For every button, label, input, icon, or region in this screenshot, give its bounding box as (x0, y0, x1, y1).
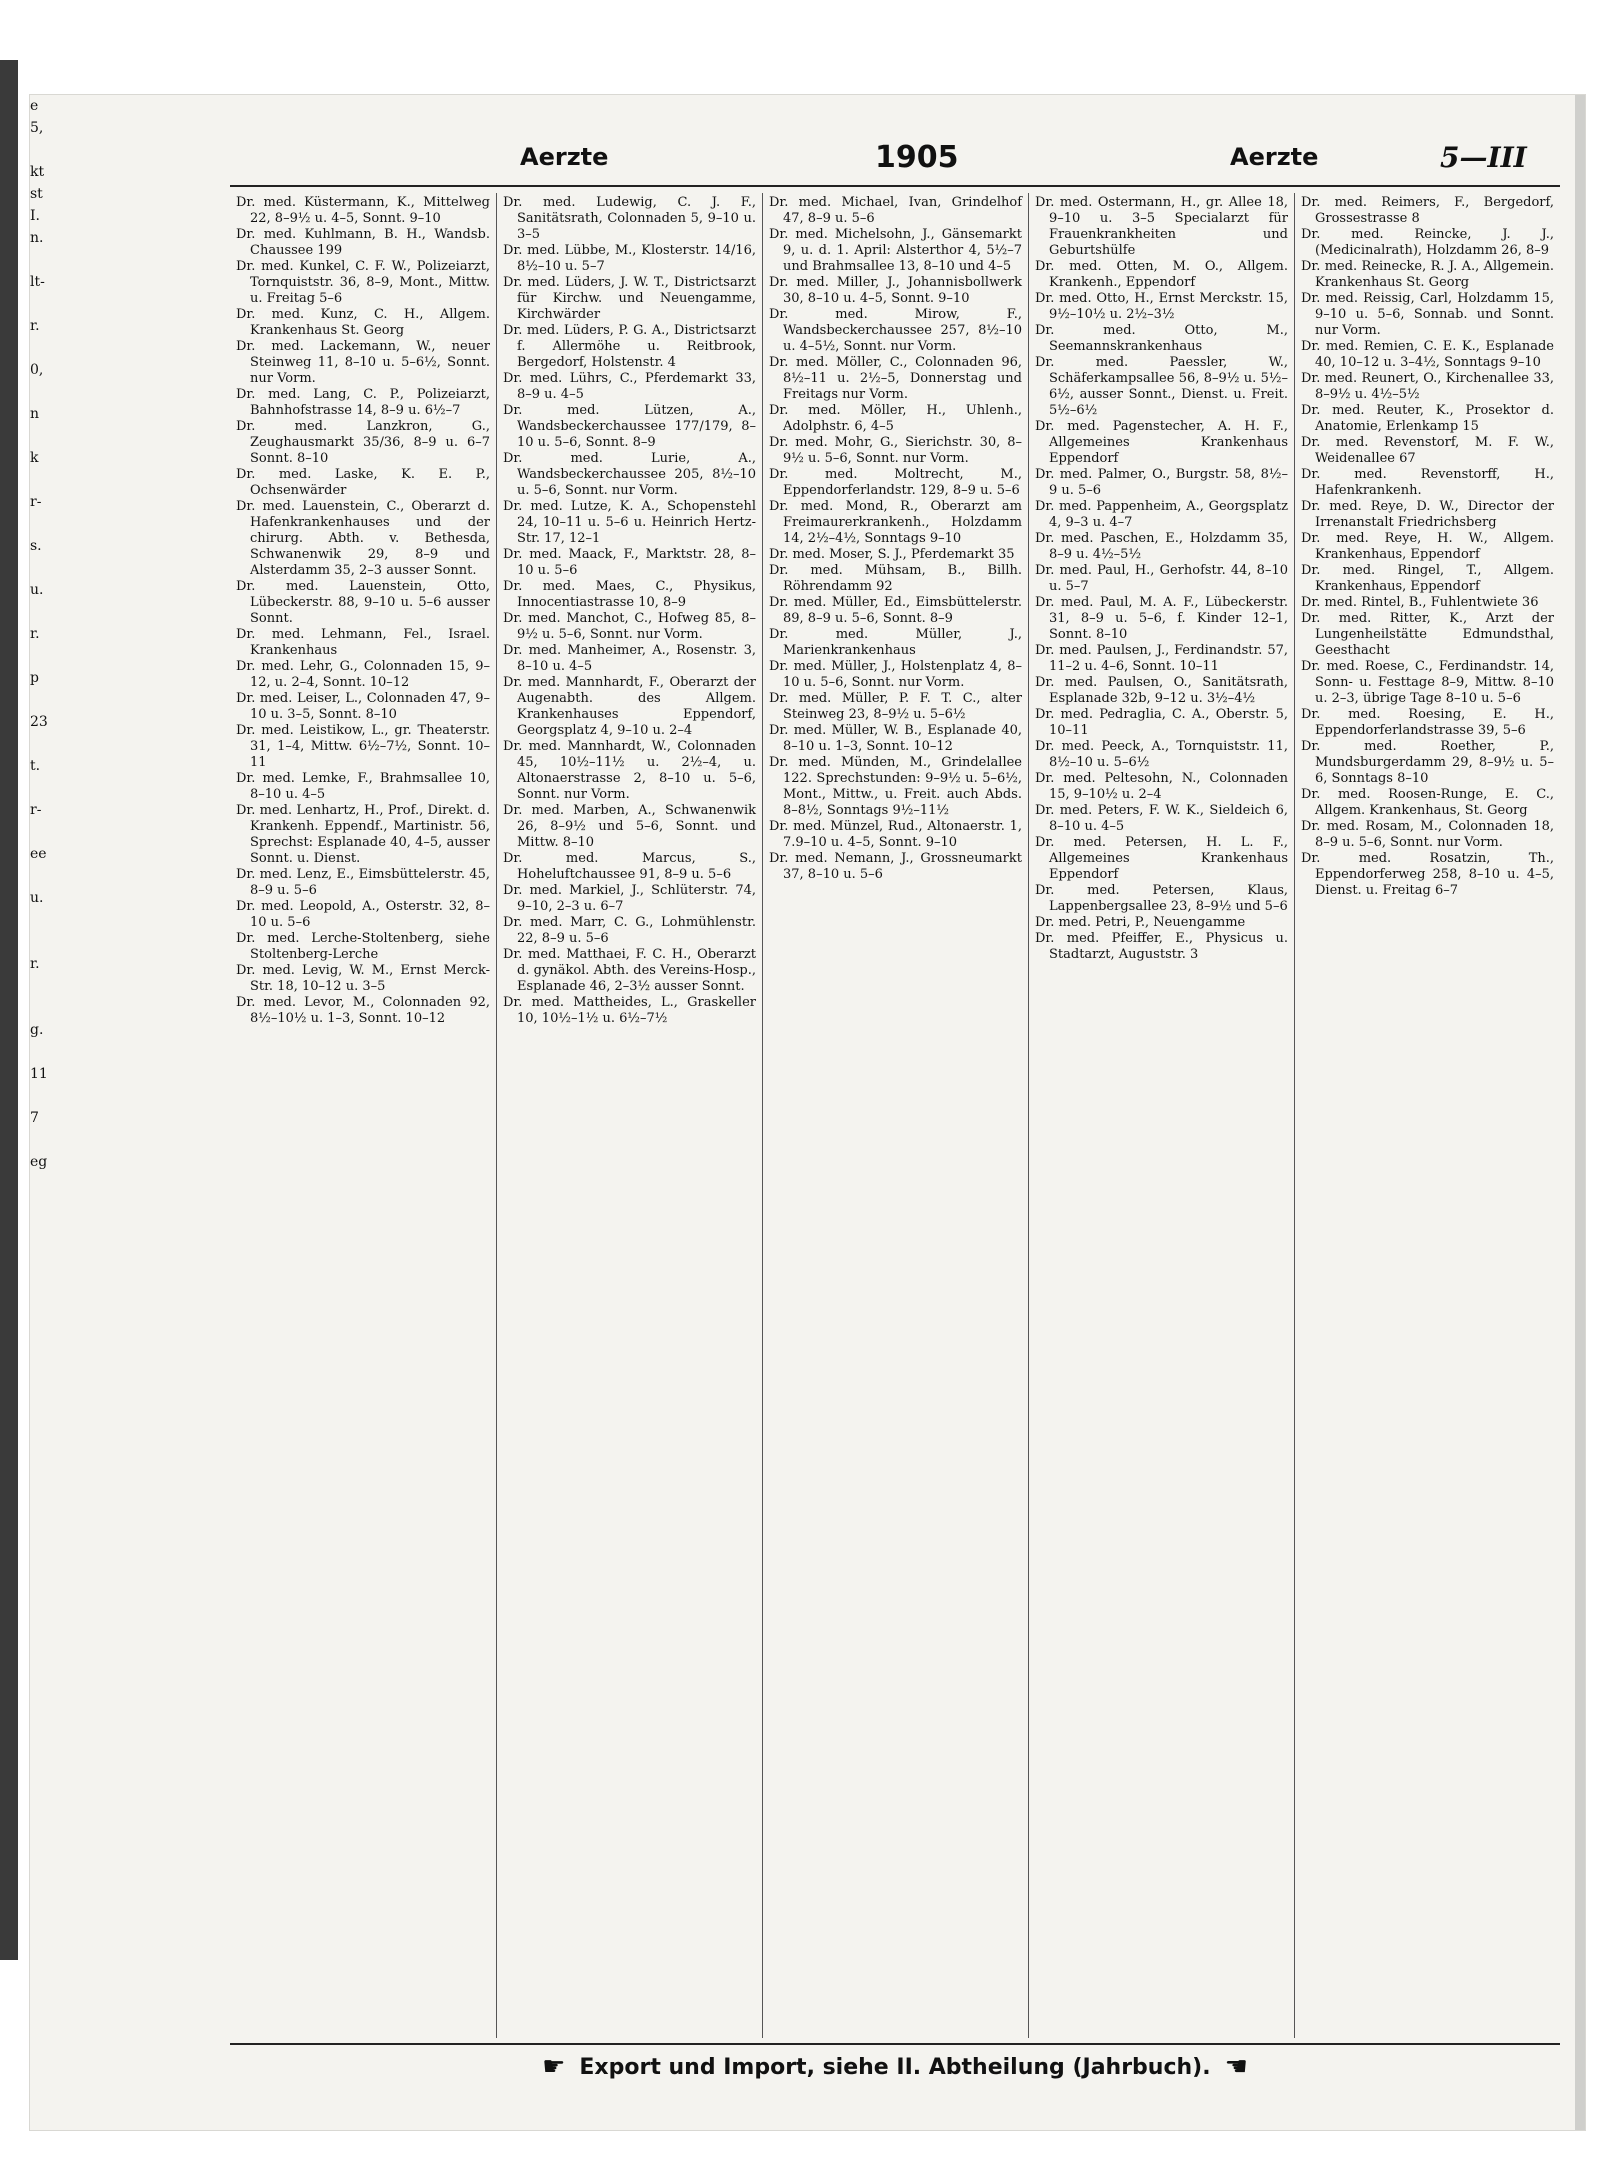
directory-entry: Dr. med. Roosen-Runge, E. C., Allgem. Krankenhaus, St. Georg (1301, 787, 1554, 818)
directory-entry: Dr. med. Manchot, C., Hofweg 85, 8–9½ u. 5–6, Sonnt. nur Vorm. (503, 611, 756, 642)
directory-entry: Dr. med. Müller, J., Marienkrankenhaus (769, 627, 1022, 658)
directory-entry: Dr. med. Lemke, F., Brahmsallee 10, 8–10 u. 4–5 (236, 771, 490, 802)
directory-entry: Dr. med. Lauenstein, Otto, Lübeckerstr. 88, 9–10 u. 5–6 ausser Sonnt. (236, 579, 490, 626)
directory-entry: Dr. med. Peltesohn, N., Colonnaden 15, 9–10½ u. 2–4 (1035, 771, 1288, 802)
directory-entry: Dr. med. Mühsam, B., Billh. Röhrendamm 92 (769, 563, 1022, 594)
left-scan-strip (0, 60, 18, 1960)
directory-entry: Dr. med. Revenstorf, M. F. W., Weidenallee 67 (1301, 435, 1554, 466)
directory-entry: Dr. med. Paulsen, O., Sanitätsrath, Esplanade 32b, 9–12 u. 3½–4½ (1035, 675, 1288, 706)
directory-entry: Dr. med. Moser, S. J., Pferdemarkt 35 (769, 547, 1015, 562)
directory-entry: Dr. med. Reuter, K., Prosektor d. Anatomie, Erlenkamp 15 (1301, 403, 1554, 434)
directory-entry: Dr. med. Reimers, F., Bergedorf, Grossestrasse 8 (1301, 195, 1554, 226)
directory-entry: Dr. med. Lüders, P. G. A., Districtsarzt f. Allermöhe u. Reitbrook, Bergedorf, Holstenstr. 4 (503, 323, 756, 370)
directory-entry: Dr. med. Nemann, J., Grossneumarkt 37, 8–10 u. 5–6 (769, 851, 1022, 882)
directory-entry: Dr. med. Manheimer, A., Rosenstr. 3, 8–10 u. 4–5 (503, 643, 756, 674)
directory-entry: Dr. med. Leistikow, L., gr. Theaterstr. 31, 1–4, Mittw. 6½–7½, Sonnt. 10–11 (236, 723, 490, 770)
directory-entry: Dr. med. Leiser, L., Colonnaden 47, 9–10 u. 3–5, Sonnt. 8–10 (236, 691, 490, 722)
directory-entry: Dr. med. Lührs, C., Pferdemarkt 33, 8–9 u. 4–5 (503, 371, 756, 402)
directory-entry: Dr. med. Peters, F. W. K., Sieldeich 6, 8–10 u. 4–5 (1035, 803, 1288, 834)
directory-entry: Dr. med. Marr, C. G., Lohmühlenstr. 22, 8–9 u. 5–6 (503, 915, 756, 946)
directory-entry: Dr. med. Roese, C., Ferdinandstr. 14, Sonn- u. Festtage 8–9, Mittw. 8–10 u. 2–3, übrige Tage 8–10 u. 5–6 (1301, 659, 1554, 706)
directory-entry: Dr. med. Lenhartz, H., Prof., Direkt. d. Krankenh. Eppendf., Martinistr. 56, Sprechst: Esplanade 40, 4–5, ausser Sonnt. u. Dienst. (236, 803, 490, 866)
directory-entry: Dr. med. Lurie, A., Wandsbeckerchaussee 205, 8½–10 u. 5–6, Sonnt. nur Vorm. (503, 451, 756, 498)
directory-entry: Dr. med. Reye, H. W., Allgem. Krankenhaus, Eppendorf (1301, 531, 1554, 562)
directory-entry: Dr. med. Möller, H., Uhlenh., Adolphstr. 6, 4–5 (769, 403, 1022, 434)
directory-entry: Dr. med. Lerche-Stoltenberg, siehe Stoltenberg-Lerche (236, 931, 490, 962)
directory-entry: Dr. med. Mirow, F., Wandsbeckerchaussee 257, 8½–10 u. 4–5½, Sonnt. nur Vorm. (769, 307, 1022, 354)
directory-entry: Dr. med. Otto, M., Seemannskrankenhaus (1035, 323, 1288, 354)
directory-entry: Dr. med. Marcus, S., Hoheluftchaussee 91, 8–9 u. 5–6 (503, 851, 756, 882)
footer-banner (230, 2047, 1560, 2087)
directory-entry: Dr. med. Otten, M. O., Allgem. Krankenh., Eppendorf (1035, 259, 1288, 290)
directory-entry: Dr. med. Möller, C., Colonnaden 96, 8½–11 u. 2½–5, Donnerstag und Freitags nur Vorm. (769, 355, 1022, 402)
pointing-hand-left-icon: ☚ (1224, 2052, 1248, 2082)
directory-entry: Dr. med. Lehr, G., Colonnaden 15, 9–12, u. 2–4, Sonnt. 10–12 (236, 659, 490, 690)
column-5 (1294, 193, 1560, 2038)
directory-entry: Dr. med. Müller, P. F. T. C., alter Steinweg 23, 8–9½ u. 5–6½ (769, 691, 1022, 722)
directory-entry: Dr. med. Rintel, B., Fuhlentwiete 36 (1301, 595, 1539, 610)
directory-entry: Dr. med. Paessler, W., Schäferkampsallee 56, 8–9½ u. 5½–6½, ausser Sonnt., Dienst. u. Freit. 5½–6½ (1035, 355, 1288, 418)
directory-entry: Dr. med. Markiel, J., Schlüterstr. 74, 9–10, 2–3 u. 6–7 (503, 883, 756, 914)
directory-entry: Dr. med. Petersen, H. L. F., Allgemeines Krankenhaus Eppendorf (1035, 835, 1288, 882)
directory-entry: Dr. med. Petri, P., Neuengamme (1035, 915, 1246, 930)
directory-entry: Dr. med. Levor, M., Colonnaden 92, 8½–10½ u. 1–3, Sonnt. 10–12 (236, 995, 490, 1026)
directory-entry: Dr. med. Paul, H., Gerhofstr. 44, 8–10 u. 5–7 (1035, 563, 1288, 594)
column-4 (1028, 193, 1294, 2038)
directory-entry: Dr. med. Rosam, M., Colonnaden 18, 8–9 u. 5–6, Sonnt. nur Vorm. (1301, 819, 1554, 850)
directory-entry: Dr. med. Laske, K. E. P., Ochsenwärder (236, 467, 490, 498)
directory-entry: Dr. med. Michelsohn, J., Gänsemarkt 9, u. d. 1. April: Alsterthor 4, 5½–7 und Brahmsallee 13, 8–10 und 4–5 (769, 227, 1022, 274)
directory-entry: Dr. med. Paul, M. A. F., Lübeckerstr. 31, 8–9 u. 5–6, f. Kinder 12–1, Sonnt. 8–10 (1035, 595, 1288, 642)
directory-entry: Dr. med. Matthaei, F. C. H., Oberarzt d. gynäkol. Abth. des Vereins-Hosp., Esplanade 46, 2–3½ ausser Sonnt. (503, 947, 756, 994)
directory-entry: Dr. med. Küstermann, K., Mittelweg 22, 8–9½ u. 4–5, Sonnt. 9–10 (236, 195, 490, 226)
directory-entry: Dr. med. Lützen, A., Wandsbeckerchaussee 177/179, 8–10 u. 5–6, Sonnt. 8–9 (503, 403, 756, 450)
directory-entry: Dr. med. Kuhlmann, B. H., Wandsb. Chaussee 199 (236, 227, 490, 258)
directory-entry: Dr. med. Kunkel, C. F. W., Polizeiarzt, Tornquiststr. 36, 8–9, Mont., Mittw. u. Freitag 5–6 (236, 259, 490, 306)
footer-rule (230, 2043, 1560, 2045)
directory-entry: Dr. med. Palmer, O., Burgstr. 58, 8½–9 u. 5–6 (1035, 467, 1288, 498)
pointing-hand-right-icon: ☛ (542, 2052, 566, 2082)
column-2 (496, 193, 762, 2038)
directory-entry: Dr. med. Lauenstein, C., Oberarzt d. Hafenkrankenhauses und der chirurg. Abth. v. Bethesda, Schwanenwik 29, 8–9 und Alsterdamm 35, 2–3 ausser Sonnt. (236, 499, 490, 578)
directory-entry: Dr. med. Reincke, J. J., (Medicinalrath), Holzdamm 26, 8–9 (1301, 227, 1554, 258)
directory-entry: Dr. med. Ritter, K., Arzt der Lungenheilstätte Edmundsthal, Geesthacht (1301, 611, 1554, 658)
header-section-right: Aerzte (1230, 143, 1319, 171)
directory-entry: Dr. med. Müller, J., Holstenplatz 4, 8–10 u. 5–6, Sonnt. nur Vorm. (769, 659, 1022, 690)
directory-entry: Dr. med. Moltrecht, M., Eppendorferlandstr. 129, 8–9 u. 5–6 (769, 467, 1022, 498)
column-3 (762, 193, 1028, 2038)
directory-entry: Dr. med. Michael, Ivan, Grindelhof 47, 8–9 u. 5–6 (769, 195, 1022, 226)
directory-entry: Dr. med. Lenz, E., Eimsbüttelerstr. 45, 8–9 u. 5–6 (236, 867, 490, 898)
header-page-number: 5—III (1440, 141, 1527, 174)
directory-entry: Dr. med. Revenstorff, H., Hafenkrankenh. (1301, 467, 1554, 498)
directory-entry: Dr. med. Maack, F., Marktstr. 28, 8–10 u. 5–6 (503, 547, 756, 578)
directory-entry: Dr. med. Lang, C. P., Polizeiarzt, Bahnhofstrasse 14, 8–9 u. 6½–7 (236, 387, 490, 418)
directory-entry: Dr. med. Mannhardt, F., Oberarzt der Augenabth. des Allgem. Krankenhauses Eppendorf, Georgsplatz 4, 9–10 u. 2–4 (503, 675, 756, 738)
directory-entry: Dr. med. Petersen, Klaus, Lappenbergsallee 23, 8–9½ und 5–6 (1035, 883, 1288, 914)
header-section-left: Aerzte (520, 143, 609, 171)
directory-entry: Dr. med. Ringel, T., Allgem. Krankenhaus, Eppendorf (1301, 563, 1554, 594)
directory-entry: Dr. med. Mohr, G., Sierichstr. 30, 8–9½ u. 5–6, Sonnt. nur Vorm. (769, 435, 1022, 466)
directory-entry: Dr. med. Kunz, C. H., Allgem. Krankenhaus St. Georg (236, 307, 490, 338)
directory-entry: Dr. med. Lanzkron, G., Zeughausmarkt 35/36, 8–9 u. 6–7 Sonnt. 8–10 (236, 419, 490, 466)
directory-entry: Dr. med. Paulsen, J., Ferdinandstr. 57, 11–2 u. 4–6, Sonnt. 10–11 (1035, 643, 1288, 674)
directory-entry: Dr. med. Ostermann, H., gr. Allee 18, 9–10 u. 3–5 Specialarzt für Frauenkrankheiten und Geburtshülfe (1035, 195, 1288, 258)
directory-entry: Dr. med. Remien, C. E. K., Esplanade 40, 10–12 u. 3–4½, Sonntags 9–10 (1301, 339, 1554, 370)
directory-page (30, 95, 1585, 2130)
directory-entry: Dr. med. Lutze, K. A., Schopenstehl 24, 10–11 u. 5–6 u. Heinrich Hertz-Str. 17, 12–1 (503, 499, 756, 546)
directory-entry: Dr. med. Reinecke, R. J. A., Allgemein. Krankenhaus St. Georg (1301, 259, 1554, 290)
directory-entry: Dr. med. Roesing, E. H., Eppendorferlandstrasse 39, 5–6 (1301, 707, 1554, 738)
directory-entry: Dr. med. Otto, H., Ernst Merckstr. 15, 9½–10½ u. 2½–3½ (1035, 291, 1288, 322)
column-1 (230, 193, 496, 2038)
header-year: 1905 (875, 140, 959, 175)
directory-entry: Dr. med. Lüders, J. W. T., Districtsarzt für Kirchw. und Neuengamme, Kirchwärder (503, 275, 756, 322)
directory-entry: Dr. med. Rosatzin, Th., Eppendorferweg 258, 8–10 u. 4–5, Dienst. u. Freitag 6–7 (1301, 851, 1554, 898)
directory-entry: Dr. med. Ludewig, C. J. F., Sanitätsrath, Colonnaden 5, 9–10 u. 3–5 (503, 195, 756, 242)
directory-entry: Dr. med. Lehmann, Fel., Israel. Krankenhaus (236, 627, 490, 658)
directory-entry: Dr. med. Pagenstecher, A. H. F., Allgemeines Krankenhaus Eppendorf (1035, 419, 1288, 466)
directory-entry: Dr. med. Münzel, Rud., Altonaerstr. 1, 7.9–10 u. 4–5, Sonnt. 9–10 (769, 819, 1022, 850)
directory-entry: Dr. med. Mattheides, L., Graskeller 10, 10½–1½ u. 6½–7½ (503, 995, 756, 1026)
directory-entry: Dr. med. Pfeiffer, E., Physicus u. Stadtarzt, Auguststr. 3 (1035, 931, 1288, 962)
directory-entry: Dr. med. Reunert, O., Kirchenallee 33, 8–9½ u. 4½–5½ (1301, 371, 1554, 402)
directory-entry: Dr. med. Levig, W. M., Ernst Merck-Str. 18, 10–12 u. 3–5 (236, 963, 490, 994)
directory-entry: Dr. med. Roether, P., Mundsburgerdamm 29, 8–9½ u. 5–6, Sonntags 8–10 (1301, 739, 1554, 786)
directory-entry: Dr. med. Marben, A., Schwanenwik 26, 8–9½ und 5–6, Sonnt. und Mittw. 8–10 (503, 803, 756, 850)
directory-entry: Dr. med. Miller, J., Johannisbollwerk 30, 8–10 u. 4–5, Sonnt. 9–10 (769, 275, 1022, 306)
directory-entry: Dr. med. Reissig, Carl, Holzdamm 15, 9–10 u. 5–6, Sonnab. und Sonnt. nur Vorm. (1301, 291, 1554, 338)
directory-entry: Dr. med. Müller, Ed., Eimsbüttelerstr. 89, 8–9 u. 5–6, Sonnt. 8–9 (769, 595, 1022, 626)
directory-entry: Dr. med. Mannhardt, W., Colonnaden 45, 10½–11½ u. 2½–4, u. Altonaerstrasse 2, 8–10 u. 5–6, Sonnt. nur Vorm. (503, 739, 756, 802)
directory-entry: Dr. med. Leopold, A., Osterstr. 32, 8–10 u. 5–6 (236, 899, 490, 930)
directory-entry: Dr. med. Maes, C., Physikus, Innocentiastrasse 10, 8–9 (503, 579, 756, 610)
directory-columns (230, 193, 1560, 2038)
banner-text: Export und Import, siehe II. Abtheilung (Jahrbuch). (579, 2054, 1211, 2080)
directory-entry: Dr. med. Mond, R., Oberarzt am Freimaurerkrankenh., Holzdamm 14, 2½–4½, Sonntags 9–10 (769, 499, 1022, 546)
directory-entry: Dr. med. Reye, D. W., Director der Irrenanstalt Friedrichsberg (1301, 499, 1554, 530)
directory-entry: Dr. med. Lackemann, W., neuer Steinweg 11, 8–10 u. 5–6½, Sonnt. nur Vorm. (236, 339, 490, 386)
directory-entry: Dr. med. Pedraglia, C. A., Oberstr. 5, 10–11 (1035, 707, 1288, 738)
directory-entry: Dr. med. Peeck, A., Tornquiststr. 11, 8½–10 u. 5–6½ (1035, 739, 1288, 770)
directory-entry: Dr. med. Pappenheim, A., Georgsplatz 4, 9–3 u. 4–7 (1035, 499, 1288, 530)
directory-entry: Dr. med. Münden, M., Grindelallee 122. Sprechstunden: 9–9½ u. 5–6½, Mont., Mittw., u. Freit. auch Abds. 8–8½, Sonntags 9½–11½ (769, 755, 1022, 818)
directory-entry: Dr. med. Paschen, E., Holzdamm 35, 8–9 u. 4½–5½ (1035, 531, 1288, 562)
previous-page-edge-text: e 5, kt st I. n. lt- r. 0, n k r- s. u. r. p 23 t. r- ee u. r. g. 11 7 eg (30, 98, 48, 1170)
directory-entry: Dr. med. Müller, W. B., Esplanade 40, 8–10 u. 1–3, Sonnt. 10–12 (769, 723, 1022, 754)
header-rule (230, 185, 1560, 187)
directory-entry: Dr. med. Lübbe, M., Klosterstr. 14/16, 8½–10 u. 5–7 (503, 243, 756, 274)
